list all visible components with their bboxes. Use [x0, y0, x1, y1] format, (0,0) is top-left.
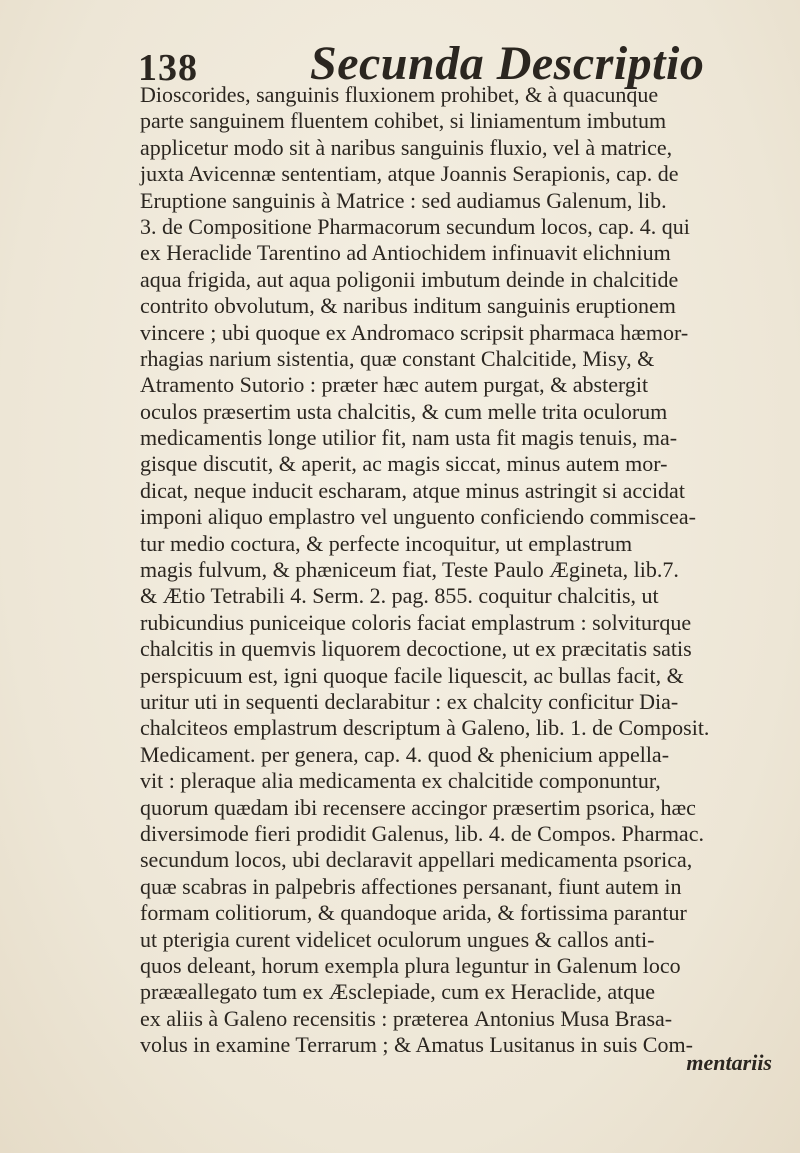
- text-line: 3. de Compositione Pharmacorum secundum locos, cap. 4. qui: [140, 213, 690, 239]
- text-line: parte sanguinem fluentem cohibet, si liniamentum imbutum: [140, 108, 667, 134]
- running-head: Secunda Descriptio: [310, 37, 705, 90]
- catchword: mentariis: [686, 1050, 772, 1075]
- text-line: prææallegato tum ex Æsclepiade, cum ex Heraclide, atque: [140, 979, 655, 1005]
- text-line: uritur uti in sequenti declarabitur : ex chalcity conficitur Dia-: [140, 688, 679, 714]
- text-line: vit : pleraque alia medicamenta ex chalcitide componuntur,: [140, 768, 661, 794]
- text-line: diversimode fieri prodidit Galenus, lib. 4. de Compos. Pharmac.: [140, 820, 704, 846]
- text-line: aqua frigida, aut aqua poligonii imbutum deinde in chalcitide: [140, 266, 679, 292]
- text-line: quæ scabras in palpebris affectiones persanant, fiunt autem in: [140, 873, 682, 899]
- text-line: imponi aliquo emplastro vel unguento conficiendo commiscea-: [140, 504, 696, 530]
- text-line: contrito obvolutum, & naribus inditum sanguinis eruptionem: [140, 293, 676, 319]
- text-line: ex aliis à Galeno recensitis : prætereа Antonius Musa Brasa-: [140, 1005, 673, 1031]
- text-line: dicat, neque inducit escharam, atque minus astringit si accidat: [140, 477, 685, 503]
- text-line: perspicuum est, igni quoque facile liquescit, ac bullas facit, &: [140, 662, 684, 688]
- text-line: magis fulvum, & phæniceum fiat, Teste Paulo Ægineta, lib.7.: [140, 557, 679, 583]
- page-number: 138: [138, 47, 198, 89]
- text-line: applicetur modo sit à naribus sanguinis fluxio, vel à matrice,: [140, 134, 673, 160]
- text-line: rubicundius puniceique coloris faciat emplastrum : solviturque: [140, 609, 692, 635]
- text-line: gisque discutit, & aperit, ac magis siccat, minus autem mor-: [140, 451, 668, 477]
- text-line: formam colitiorum, & quandoque arida, & fortissima parantur: [140, 900, 687, 926]
- body-text: [140, 82, 792, 1058]
- text-line: quorum quædam ibi recensere accingor præsertim psorica, hæc: [140, 794, 696, 820]
- text-line: Atramento Sutorio : præter hæc autem purgat, & abstergit: [140, 372, 649, 398]
- text-line: oculos præsertim usta chalcitis, & cum melle trita oculorum: [140, 398, 668, 424]
- text-line: Eruptione sanguinis à Matrice : sed audiamus Galenum, lib.: [140, 187, 667, 213]
- text-line: ut pterigia curent videlicet oculorum ungues & callos anti-: [140, 926, 655, 952]
- text-line: Dioscorides, sanguinis fluxionem prohibet, & à quacunque: [140, 82, 659, 107]
- text-line: chalcitis in quemvis liquorem decoctione, ut ex præcitatis satis: [140, 636, 692, 662]
- text-line: vincere ; ubi quoque ex Andromaco scripsit pharmaca hæmor-: [140, 319, 689, 345]
- text-line: Medicament. per genera, cap. 4. quod & phenicium appella-: [140, 741, 670, 767]
- text-line: chalciteos emplastrum descriptum à Galeno, lib. 1. de Composit.: [140, 715, 710, 741]
- text-line: secundum locos, ubi declaravit appellari medicamenta psorica,: [140, 847, 693, 873]
- text-line: ex Heraclide Tarentino ad Antiochidem infinuavit elichnium: [140, 240, 671, 266]
- text-line: juxta Avicennæ sententiam, atque Joannis Serapionis, cap. de: [140, 161, 679, 187]
- text-line: medicamentis longe utilior fit, nam usta fit magis tenuis, ma-: [140, 425, 678, 451]
- text-line: rhagias narium sistentia, quæ constant Chalcitide, Misy, &: [140, 345, 655, 371]
- text-line: volus in examine Terrarum ; & Amatus Lusitanus in suis Com-: [140, 1032, 693, 1058]
- text-line: quos deleant, horum exempla plura leguntur in Galenum loco: [140, 952, 681, 978]
- text-line: tur medio coctura, & perfecte incoquitur, ut emplastrum: [140, 530, 633, 556]
- text-line: & Ætio Tetrabili 4. Serm. 2. pag. 855. coquitur chalcitis, ut: [140, 583, 659, 609]
